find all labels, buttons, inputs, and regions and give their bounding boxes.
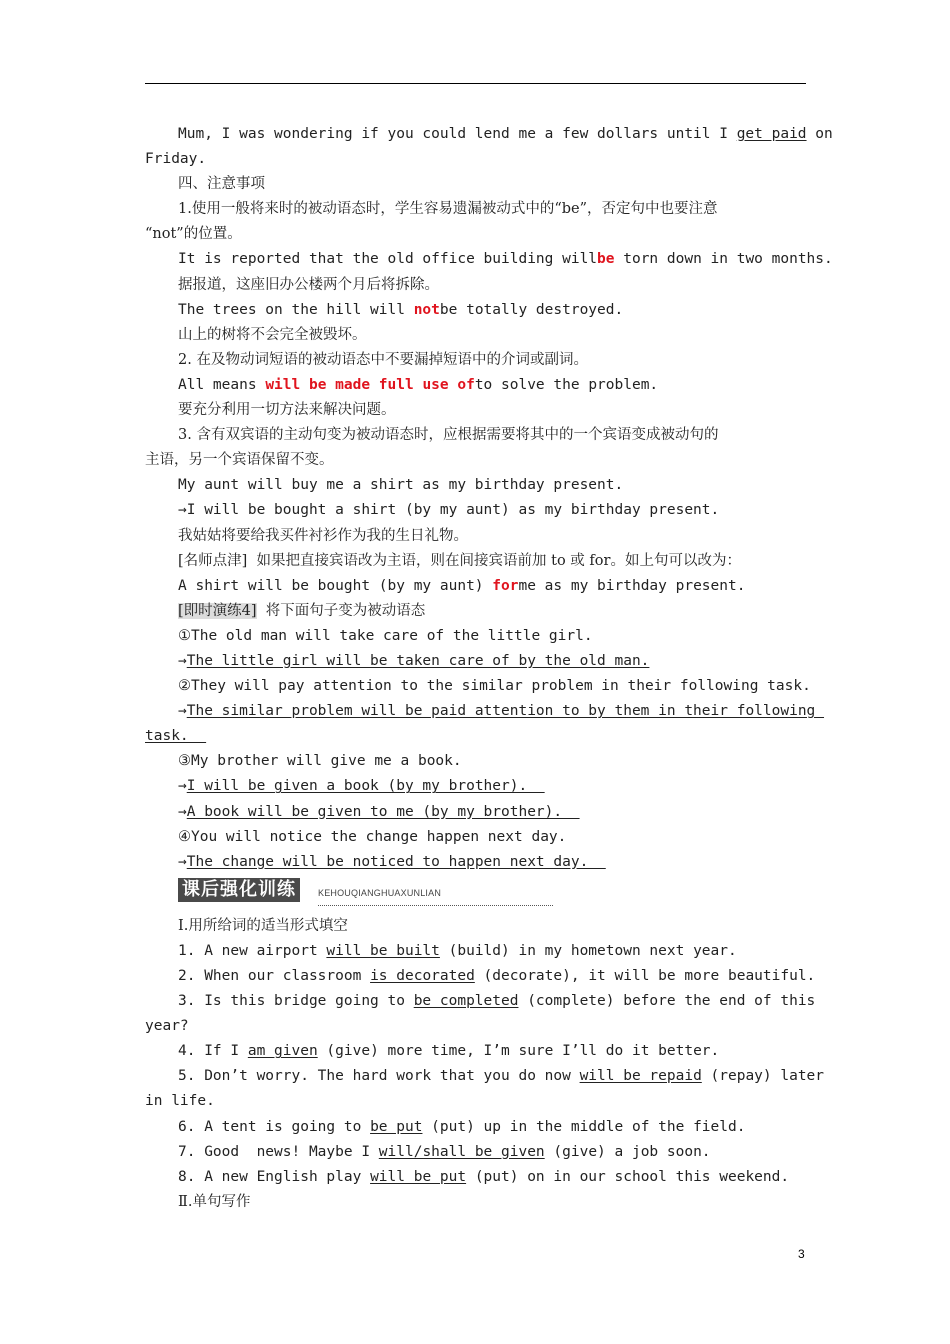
example-sentence: All means will be made full use ofto solve the problem.	[178, 376, 659, 393]
section-heading: 四、注意事项	[178, 176, 265, 193]
example-sentence: →I will be bought a shirt (by my aunt) as my birthday present.	[178, 502, 720, 519]
translation: 山上的树将不会完全被毁坏。	[178, 326, 367, 343]
text-line: 2. 在及物动词短语的被动语态中不要漏掉短语中的介词或副词。	[178, 351, 588, 368]
text-line: Mum, I was wondering if you could lend me a few dollars until I get paid on	[178, 126, 833, 142]
example-sentence: A shirt will be bought (by my aunt) forme as my birthday present.	[178, 577, 746, 594]
answer-line: →The little girl will be taken care of by the old man.	[178, 652, 650, 669]
page-number: 3	[798, 1247, 805, 1261]
text-line: 主语，另一个宾语保留不变。	[145, 452, 334, 469]
example-sentence: The trees on the hill will notbe totally destroyed.	[178, 301, 624, 318]
practice-item: ④You will notice the change happen next day.	[178, 828, 567, 845]
exercise-item: 7. Good news! Maybe I will/shall be given (give) a job soon.	[178, 1143, 711, 1160]
example-sentence: My aunt will buy me a shirt as my birthday present.	[178, 477, 624, 494]
practice-item: ②They will pay attention to the similar problem in their following task.	[178, 678, 811, 695]
text-line: “not”的位置。	[145, 226, 242, 243]
exercise-item-continued: year?	[145, 1018, 189, 1035]
exercise-item: 4. If I am given (give) more time, I’m sure I’ll do it better.	[178, 1043, 720, 1060]
answer-line: →A book will be given to me (by my brother).	[178, 803, 580, 820]
answer-line: →I will be given a book (by my brother).	[178, 778, 545, 795]
exercise-item: 5. Don’t worry. The hard work that you do now will be repaid (repay) later	[178, 1068, 825, 1085]
banner-title: 课后强化训练	[178, 878, 300, 902]
practice-heading: [即时演练4] 将下面句子变为被动语态	[178, 602, 426, 619]
exercise-item: 2. When our classroom is decorated (decorate), it will be more beautiful.	[178, 968, 816, 984]
translation: 据报道，这座旧办公楼两个月后将拆除。	[178, 276, 439, 293]
exercise-item: 8. A new English play will be put (put) on in our school this weekend.	[178, 1168, 790, 1185]
example-sentence: It is reported that the old office building willbe torn down in two months.	[178, 251, 833, 268]
banner-pinyin: KEHOUQIANGHUAXUNLIAN	[318, 887, 442, 898]
answer-line: →The change will be noticed to happen next day.	[178, 853, 606, 870]
section-banner	[145, 878, 807, 908]
exercise-item: 6. A tent is going to be put (put) up in the middle of the field.	[178, 1118, 746, 1135]
text-line: Friday.	[145, 151, 207, 168]
exercise-item: 3. Is this bridge going to be completed (complete) before the end of this	[178, 993, 816, 1010]
teacher-tip: [名师点津] 如果把直接宾语改为主语，则在间接宾语前加 to 或 for。如上句可以改为：	[178, 552, 741, 569]
exercise-heading: Ⅰ.用所给词的适当形式填空	[178, 917, 348, 934]
exercise-item: 1. A new airport will be built (build) in my hometown next year.	[178, 942, 737, 959]
text-line: 1.使用一般将来时的被动语态时，学生容易遗漏被动式中的“be”，否定句中也要注意	[178, 201, 718, 218]
practice-item: ①The old man will take care of the little girl.	[178, 627, 593, 644]
answer-line: →The similar problem will be paid attention to by them in their following	[178, 703, 825, 720]
text-line: 3. 含有双宾语的主动句变为被动语态时，应根据需要将其中的一个宾语变成被动句的	[178, 427, 719, 444]
exercise-item-continued: in life.	[145, 1093, 215, 1110]
translation: 要充分利用一切方法来解决问题。	[178, 402, 396, 419]
banner-dotted-rule	[318, 905, 553, 906]
exercise-heading: Ⅱ.单句写作	[178, 1193, 251, 1210]
header-rule	[145, 83, 806, 84]
answer-line: task.	[145, 728, 207, 745]
translation: 我姑姑将要给我买件衬衫作为我的生日礼物。	[178, 527, 468, 544]
practice-item: ③My brother will give me a book.	[178, 753, 462, 770]
document-body	[145, 122, 833, 1215]
